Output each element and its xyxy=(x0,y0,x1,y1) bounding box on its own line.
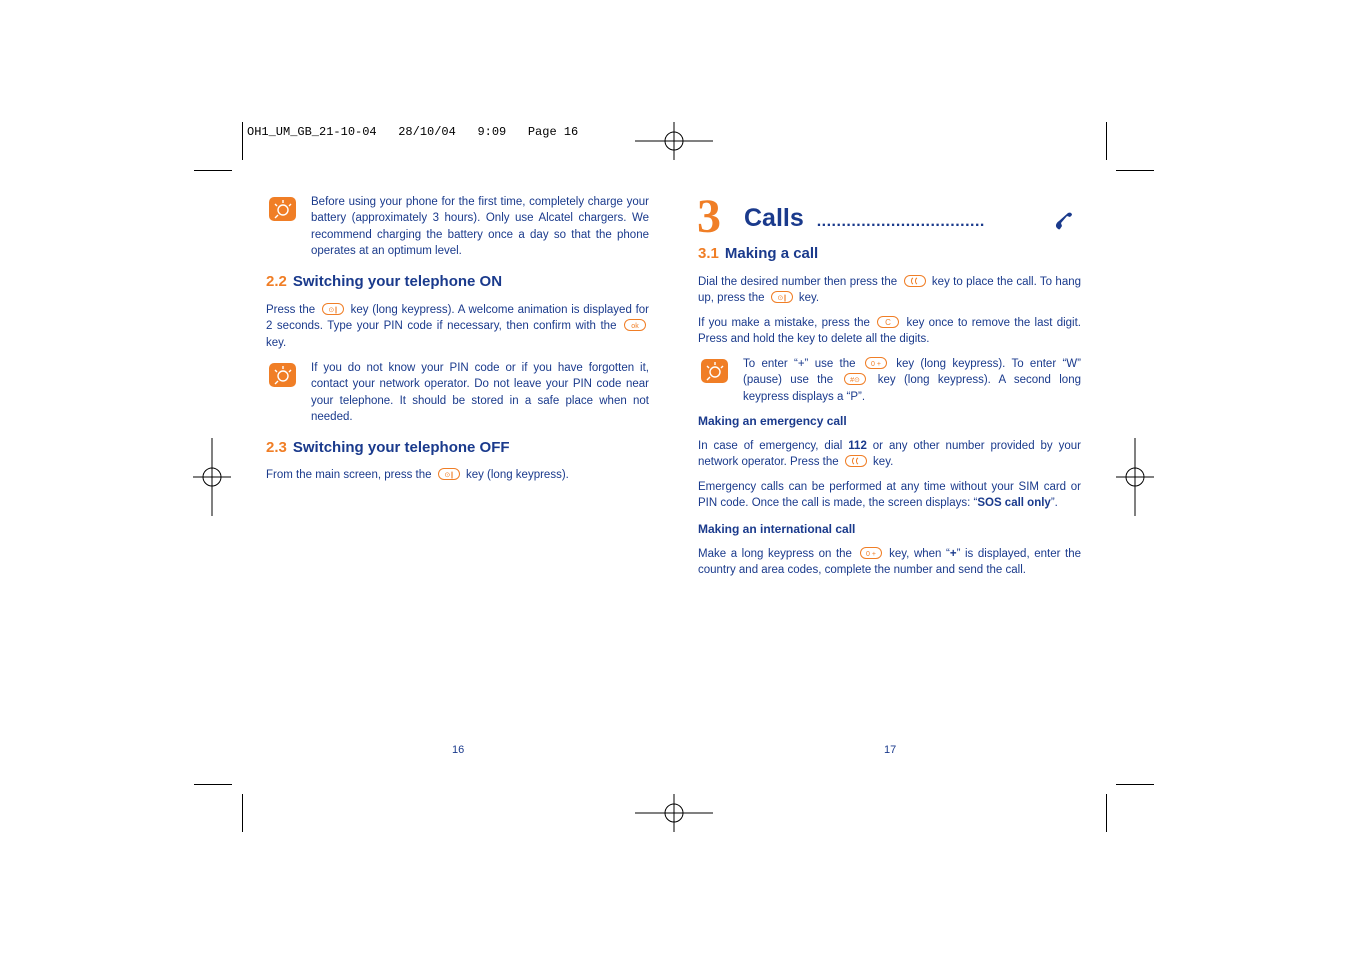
text: key (long keypress). A second long keypress displays a “P”. xyxy=(743,374,1081,403)
text: ”. xyxy=(1050,497,1058,510)
crop-mark xyxy=(194,170,232,171)
page-number: 16 xyxy=(452,744,465,756)
text: key (long keypress). xyxy=(465,469,569,481)
end-key-icon xyxy=(771,291,793,303)
registration-mark-icon xyxy=(635,794,713,832)
paragraph xyxy=(698,438,1081,471)
clear-key-icon xyxy=(877,316,899,328)
text: Dial the desired number then press the xyxy=(698,276,898,288)
text: key. xyxy=(266,336,287,349)
send-key-icon xyxy=(904,275,926,287)
crop-mark xyxy=(242,794,243,832)
sos-text: SOS call only xyxy=(977,497,1051,510)
svg-text:#⊙: #⊙ xyxy=(850,377,861,385)
crop-mark xyxy=(1106,122,1107,160)
tip-text xyxy=(743,356,1081,405)
paragraph xyxy=(698,315,1081,348)
chapter-title-text: Calls xyxy=(744,204,804,232)
subheading: Making an emergency call xyxy=(698,414,847,428)
tip-text xyxy=(311,194,649,259)
section-heading xyxy=(698,246,1098,262)
section-title: Making a call xyxy=(724,245,819,262)
bulb-tip-icon xyxy=(269,363,296,387)
paragraph xyxy=(698,546,1081,579)
phone-handset-icon xyxy=(1053,210,1075,232)
send-key-icon xyxy=(845,455,867,467)
plus-sign: + xyxy=(949,548,957,560)
text: key to place the call. To hang up, press the xyxy=(698,276,1082,305)
crop-mark xyxy=(1116,170,1154,171)
paragraph xyxy=(698,479,1081,512)
registration-mark-icon xyxy=(635,122,713,160)
end-key-icon xyxy=(438,468,460,480)
svg-text:C: C xyxy=(885,318,892,327)
crop-mark xyxy=(1106,794,1107,832)
chapter-leader-dots: .................................. xyxy=(816,213,985,230)
paragraph xyxy=(698,274,1081,307)
zero-plus-key-icon xyxy=(865,357,887,369)
emergency-number: 112 xyxy=(848,440,867,452)
text: From the main screen, press the xyxy=(266,469,432,481)
svg-text:⊙∥: ⊙∥ xyxy=(444,472,454,479)
chapter-title xyxy=(744,202,985,238)
text: key once to remove the last digit. Press and hold the key to delete all the digits. xyxy=(698,317,1081,346)
text: key, when “ xyxy=(889,548,950,560)
registration-mark-icon xyxy=(193,438,231,516)
svg-text:⊙∥: ⊙∥ xyxy=(328,307,338,314)
text: key (long keypress). A welcome animation is displayed for 2 seconds. Type your PIN code if necessary, then confirm with the xyxy=(266,304,650,333)
bulb-tip-icon xyxy=(701,359,728,383)
svg-text:0 +: 0 + xyxy=(870,361,881,368)
hash-key-icon xyxy=(844,373,866,385)
section-heading xyxy=(266,274,666,290)
svg-text:ok: ok xyxy=(631,323,639,331)
section-number: 2.2 xyxy=(266,273,287,290)
section-number: 2.3 xyxy=(266,439,287,456)
text: key. xyxy=(873,456,894,469)
text: Make a long keypress on the xyxy=(698,548,852,560)
print-slug: OH1_UM_GB_21-10-04 28/10/04 9:09 Page 16 xyxy=(247,125,579,139)
tip-paragraph: Before using your phone for the first time, completely charge your battery (approximately 3 hours). Only use Alcatel chargers. We recommend charging the battery once a day so that the phone operates at an optimum level. xyxy=(311,196,649,257)
section-title: Switching your telephone OFF xyxy=(292,439,510,456)
text: ” is displayed, enter the country and area codes, complete the number and send the call. xyxy=(698,548,1082,577)
text: key (long keypress). To enter “W” (pause) use the xyxy=(743,358,1081,387)
ok-key-icon xyxy=(624,319,646,331)
text: Press the xyxy=(266,304,316,316)
svg-text:0 +: 0 + xyxy=(865,551,876,558)
page-number: 17 xyxy=(884,744,897,756)
chapter-number: 3 xyxy=(697,190,721,243)
subheading: Making an international call xyxy=(698,522,856,536)
section-number: 3.1 xyxy=(698,245,719,262)
crop-mark xyxy=(1116,784,1154,785)
tip-paragraph: If you do not know your PIN code or if you have forgotten it, contact your network operator. Do not leave your PIN code near your telephone. It should be stored in a safe place when not needed. xyxy=(311,362,649,423)
text: or any other number provided by your network operator. Press the xyxy=(698,440,1081,469)
registration-mark-icon xyxy=(1116,438,1154,516)
end-key-icon xyxy=(322,303,344,315)
bulb-tip-icon xyxy=(269,197,296,221)
section-title: Switching your telephone ON xyxy=(292,273,503,290)
tip-text xyxy=(311,360,649,425)
section-heading xyxy=(266,440,666,456)
text: Emergency calls can be performed at any time without your SIM card or PIN code. Once the call is made, the screen displays: “ xyxy=(698,481,1081,510)
text: In case of emergency, dial xyxy=(698,440,843,452)
text: To enter “+” use the xyxy=(743,358,856,370)
text: If you make a mistake, press the xyxy=(698,317,870,329)
paragraph xyxy=(266,467,649,483)
paragraph xyxy=(266,302,649,351)
crop-mark xyxy=(242,122,243,160)
svg-text:⊙∥: ⊙∥ xyxy=(777,295,787,303)
text: key. xyxy=(798,292,820,305)
crop-mark xyxy=(194,784,232,785)
zero-plus-key-icon xyxy=(860,547,882,559)
